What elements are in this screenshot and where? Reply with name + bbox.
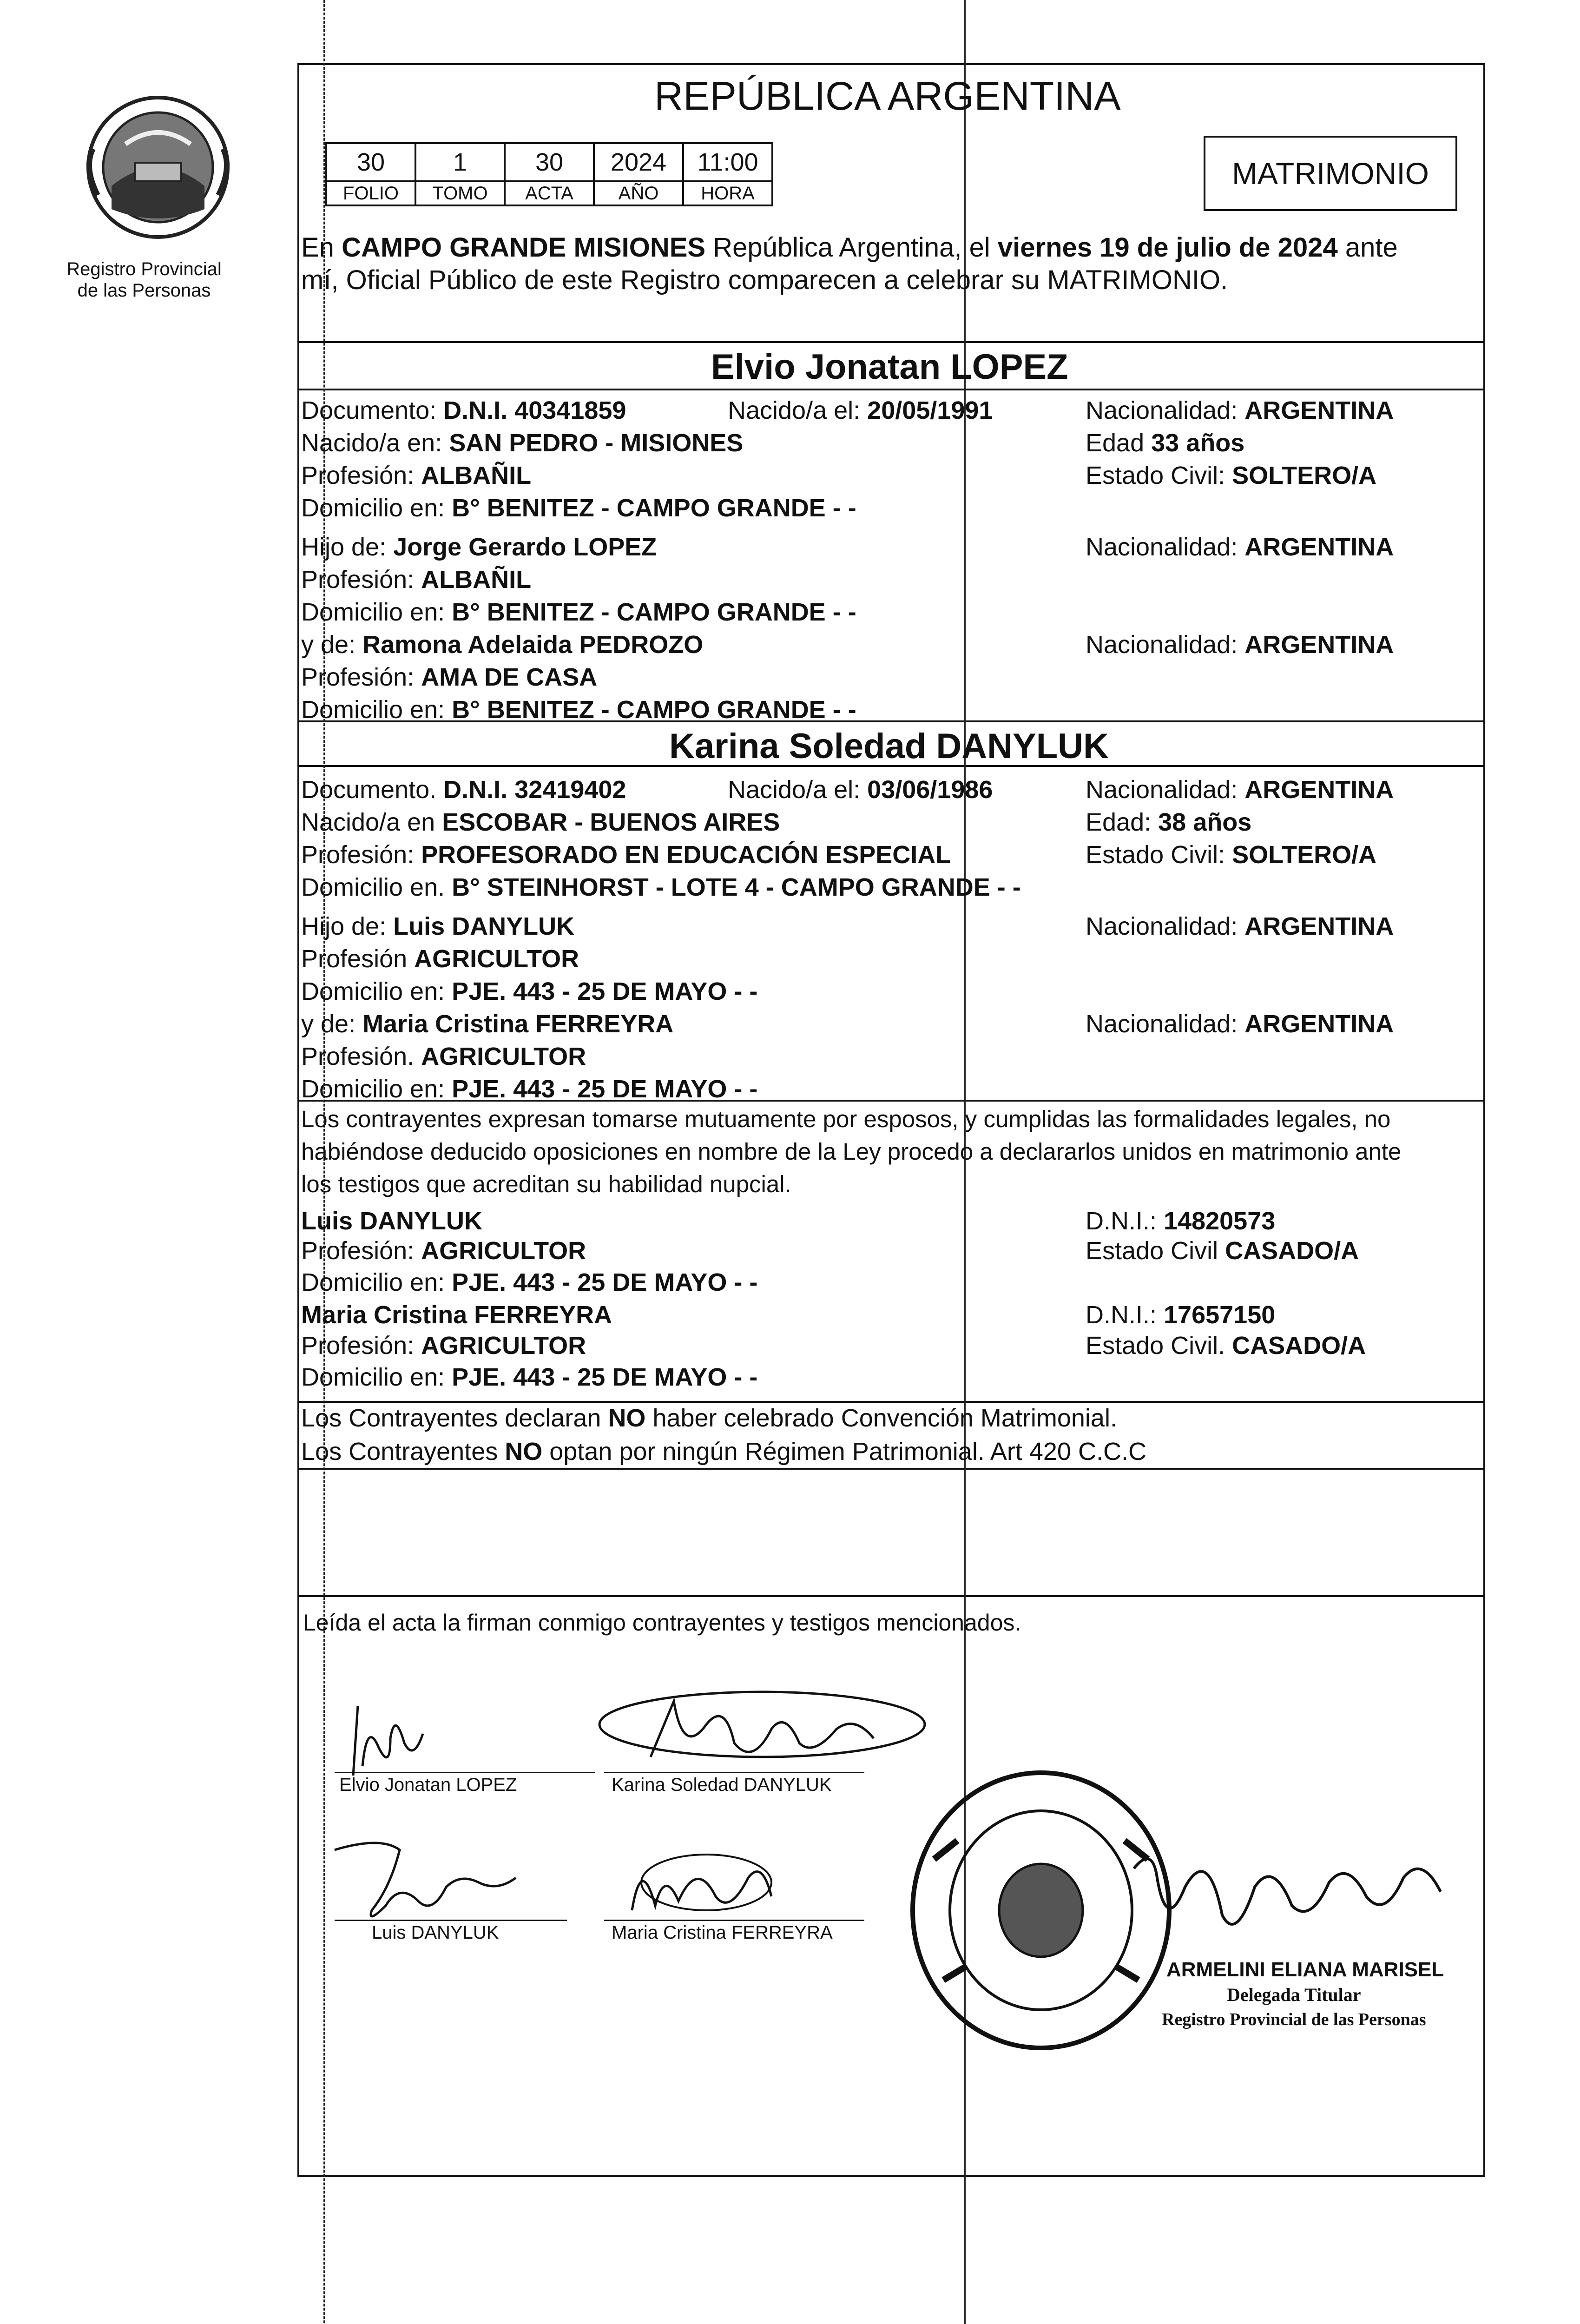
registry-name-line2: de las Personas (77, 280, 211, 301)
official-title: Delegada Titular (1227, 1984, 1361, 2005)
groom-father-dom-label: Domicilio en: (301, 598, 452, 626)
groom-mother-dom-value: B° BENITEZ - CAMPO GRANDE - - (452, 696, 856, 724)
witness2-prof-label: Profesión: (301, 1332, 421, 1360)
bride-name: Karina Soledad DANYLUK (669, 726, 1109, 766)
bride-mother-dom-value: PJE. 443 - 25 DE MAYO - - (452, 1075, 758, 1103)
groom-born-in-value: SAN PEDRO - MISIONES (449, 429, 744, 457)
groom-born-on-value: 20/05/1991 (867, 396, 993, 424)
bride-father-prof-label: Profesión (301, 945, 415, 973)
groom-father-address (301, 600, 856, 625)
groom-father-nationality (1086, 535, 1394, 560)
bride-civil-status (1086, 842, 1376, 867)
bride-mother-profession (301, 1044, 586, 1069)
acta-value: 30 (505, 143, 594, 181)
groom-father-value: Jorge Gerardo LOPEZ (393, 533, 657, 561)
witness2-profession (301, 1333, 586, 1358)
bride-born-in-value: ESCOBAR - BUENOS AIRES (442, 808, 780, 836)
bride-dom-label: Domicilio en. (301, 873, 452, 901)
bride-born-on-label: Nacido/a el: (728, 776, 868, 804)
bride-father-profession (301, 946, 579, 971)
groom-signature-icon (335, 1692, 446, 1785)
witness2-dom-label: Domicilio en: (301, 1363, 452, 1391)
groom-father-dom-value: B° BENITEZ - CAMPO GRANDE - - (452, 598, 856, 626)
groom-dom-label: Domicilio en: (301, 494, 452, 522)
groom-father-profession (301, 567, 531, 592)
bride-father-nat-label: Nacionalidad: (1086, 912, 1245, 940)
witness2-address (301, 1365, 757, 1390)
witness1-prof-value: AGRICULTOR (421, 1237, 586, 1265)
bride-doc-label: Documento. (301, 776, 444, 804)
bride-prof-label: Profesión: (301, 841, 421, 869)
regime-c: optan por ningún Régimen Patrimonial. Art 420 C.C.C (542, 1438, 1146, 1466)
groom-age-value: 33 años (1151, 429, 1245, 457)
bride-profession (301, 842, 951, 867)
bride-nat-value: ARGENTINA (1244, 776, 1394, 804)
tomo-label: TOMO (415, 181, 505, 205)
witness2-dni (1086, 1302, 1275, 1327)
groom-mother-prof-label: Profesión: (301, 663, 421, 691)
groom-mother-prof-value: AMA DE CASA (421, 663, 598, 691)
bride-nat-label: Nacionalidad: (1086, 776, 1245, 804)
provincia-misiones-emblem-icon (84, 93, 232, 242)
groom-age (1086, 430, 1244, 456)
convention-statement (301, 1406, 1117, 1431)
bride-mother-nat-label: Nacionalidad: (1086, 1010, 1245, 1038)
groom-civil-label: Estado Civil: (1086, 462, 1232, 489)
hora-value: 11:00 (683, 143, 772, 181)
witness1-dom-label: Domicilio en: (301, 1268, 452, 1296)
witness1-signature-icon (325, 1831, 530, 1934)
bride-father-nationality (1086, 914, 1394, 939)
bride-father-label: Hijo de: (301, 912, 394, 940)
bride-signature-line (604, 1772, 864, 1773)
bride-mother-dom-label: Domicilio en: (301, 1075, 452, 1103)
intro-mid: República Argentina, el (705, 232, 998, 263)
groom-mother-address (301, 697, 856, 722)
groom-name: Elvio Jonatan LOPEZ (711, 347, 1068, 387)
acta-label: ACTA (505, 181, 594, 205)
groom-father-prof-value: ALBAÑIL (421, 566, 532, 594)
regime-statement (301, 1439, 1146, 1464)
groom-mother-nat-value: ARGENTINA (1244, 631, 1394, 659)
witness1-address (301, 1270, 757, 1295)
folio-value: 30 (326, 143, 415, 181)
groom-document (301, 398, 626, 423)
bride-father-value: Luis DANYLUK (393, 912, 575, 940)
intro-date: viernes 19 de julio de 2024 (997, 232, 1338, 263)
groom-mother-profession (301, 665, 597, 690)
bride-age (1086, 810, 1251, 835)
groom-civil-status (1086, 463, 1376, 488)
groom-dom-value: B° BENITEZ - CAMPO GRANDE - - (452, 494, 856, 522)
intro-line-1 (301, 234, 1398, 261)
witness1-civil-label: Estado Civil (1086, 1237, 1225, 1265)
witness2-dom-value: PJE. 443 - 25 DE MAYO - - (452, 1363, 758, 1391)
witness1-civil-status (1086, 1238, 1359, 1263)
witness1-dom-value: PJE. 443 - 25 DE MAYO - - (452, 1268, 758, 1296)
groom-nat-label: Nacionalidad: (1086, 396, 1245, 424)
bride-father-dom-value: PJE. 443 - 25 DE MAYO - - (452, 977, 758, 1005)
bride-born-in-label: Nacido/a en (301, 808, 442, 836)
witness1-signature-line (335, 1920, 567, 1921)
official-signature-icon (1115, 1841, 1468, 1961)
bride-father (301, 914, 574, 939)
registry-emblem (84, 93, 232, 242)
divider-groom (297, 341, 1485, 343)
hora-label: HORA (683, 181, 772, 205)
witness2-civil-status (1086, 1333, 1366, 1358)
groom-nationality (1086, 398, 1394, 423)
bride-doc-value: D.N.I. 32419402 (443, 776, 626, 804)
bride-civil-value: SOLTERO/A (1232, 841, 1377, 869)
witness2-civil-value: CASADO/A (1232, 1332, 1366, 1360)
witness1-civil-value: CASADO/A (1225, 1237, 1359, 1265)
witness1-profession (301, 1238, 586, 1263)
bride-birthplace (301, 810, 780, 835)
bride-mother-nationality (1086, 1011, 1394, 1037)
groom-age-label: Edad (1086, 429, 1152, 457)
bride-document (301, 777, 626, 802)
groom-address (301, 495, 856, 521)
divider-blank (297, 1468, 1485, 1470)
witness2-dni-value: 17657150 (1164, 1301, 1276, 1329)
bride-mother-address (301, 1076, 757, 1102)
record-type-box: MATRIMONIO (1204, 136, 1457, 211)
groom-father-nat-label: Nacionalidad: (1086, 533, 1245, 561)
bride-dom-value: B° STEINHORST - LOTE 4 - CAMPO GRANDE - - (452, 873, 1021, 901)
witness1-prof-label: Profesión: (301, 1237, 421, 1265)
divider-groom-name (297, 389, 1485, 390)
bride-nationality (1086, 777, 1394, 802)
bride-mother-nat-value: ARGENTINA (1244, 1010, 1394, 1038)
groom-mother-value: Ramona Adelaida PEDROZO (362, 631, 704, 659)
closing-statement: Leída el acta la firman conmigo contrayentes y testigos mencionados. (303, 1610, 1021, 1636)
bride-age-value: 38 años (1158, 808, 1252, 836)
groom-doc-value: D.N.I. 40341859 (443, 396, 626, 424)
bride-birthdate (728, 777, 993, 802)
convention-c: haber celebrado Convención Matrimonial. (645, 1404, 1117, 1432)
bride-mother-value: Maria Cristina FERREYRA (362, 1010, 674, 1038)
groom-father (301, 535, 657, 560)
groom-prof-value: ALBAÑIL (421, 462, 532, 489)
witness2-signature-line (604, 1920, 864, 1921)
groom-mother-nat-label: Nacionalidad: (1086, 631, 1245, 659)
bride-signature-label: Karina Soledad DANYLUK (612, 1775, 832, 1795)
divider-closing (297, 1595, 1485, 1597)
groom-mother (301, 632, 703, 657)
intro-place: CAMPO GRANDE MISIONES (342, 232, 706, 263)
groom-signature-line (335, 1772, 595, 1773)
groom-father-label: Hijo de: (301, 533, 394, 561)
groom-civil-value: SOLTERO/A (1232, 462, 1377, 489)
anio-value: 2024 (594, 143, 683, 181)
witness2-dni-label: D.N.I.: (1086, 1301, 1164, 1329)
witness1-dni-label: D.N.I.: (1086, 1207, 1164, 1235)
bride-mother (301, 1011, 673, 1037)
bride-father-nat-value: ARGENTINA (1244, 912, 1394, 940)
groom-mother-label: y de: (301, 631, 363, 659)
bride-father-prof-value: AGRICULTOR (414, 945, 579, 973)
convention-a: Los Contrayentes declaran (301, 1404, 608, 1432)
groom-father-nat-value: ARGENTINA (1244, 533, 1394, 561)
regime-a: Los Contrayentes (301, 1438, 505, 1466)
groom-prof-label: Profesión: (301, 462, 421, 489)
official-organization: Registro Provincial de las Personas (1162, 2010, 1426, 2029)
witness1-signature-label: Luis DANYLUK (372, 1922, 499, 1943)
witness2-signature-icon (613, 1841, 809, 1924)
groom-birthdate (728, 398, 993, 423)
bride-mother-prof-value: AGRICULTOR (421, 1043, 586, 1070)
bride-father-dom-label: Domicilio en: (301, 977, 452, 1005)
page-title: REPÚBLICA ARGENTINA (654, 74, 1121, 119)
bride-civil-label: Estado Civil: (1086, 841, 1232, 869)
bride-address (301, 875, 1021, 900)
groom-signature-label: Elvio Jonatan LOPEZ (339, 1775, 517, 1795)
record-reference-grid (325, 142, 773, 206)
convention-b: NO (608, 1404, 646, 1432)
bride-mother-label: y de: (301, 1010, 363, 1038)
witness2-name: Maria Cristina FERREYRA (301, 1301, 612, 1329)
groom-mother-dom-label: Domicilio en: (301, 696, 452, 724)
anio-label: AÑO (594, 181, 683, 205)
witness2-prof-value: AGRICULTOR (421, 1332, 586, 1360)
groom-born-on-label: Nacido/a el: (728, 396, 868, 424)
witness1-dni-value: 14820573 (1164, 1207, 1276, 1235)
registry-name-line1: Registro Provincial (66, 259, 222, 279)
groom-born-in-label: Nacido/a en: (301, 429, 449, 457)
groom-profession (301, 463, 531, 488)
declaration-line-3: los testigos que acreditan su habilidad nupcial. (301, 1171, 791, 1197)
folio-label: FOLIO (326, 181, 415, 205)
registry-name (60, 258, 228, 301)
bride-signature-icon (595, 1687, 948, 1780)
divider-regime (297, 1401, 1485, 1403)
regime-b: NO (505, 1438, 543, 1466)
tomo-value: 1 (415, 143, 505, 181)
bride-father-address (301, 979, 757, 1004)
bride-prof-value: PROFESORADO EN EDUCACIÓN ESPECIAL (421, 841, 951, 869)
intro-line-2: mí, Oficial Público de este Registro comparecen a celebrar su MATRIMONIO. (301, 265, 1228, 295)
intro-prefix: En (301, 232, 342, 263)
bride-age-label: Edad: (1086, 808, 1159, 836)
official-name: ARMELINI ELIANA MARISEL (1166, 1958, 1444, 1981)
bride-born-on-value: 03/06/1986 (867, 776, 993, 804)
bride-mother-prof-label: Profesión. (301, 1043, 421, 1070)
witness1-name: Luis DANYLUK (301, 1207, 482, 1235)
groom-nat-value: ARGENTINA (1244, 396, 1394, 424)
groom-doc-label: Documento: (301, 396, 444, 424)
groom-father-prof-label: Profesión: (301, 566, 421, 594)
declaration-line-2: habiéndose deducido oposiciones en nombre de la Ley procedo a declararlos unidos en matrimonio ante (301, 1138, 1402, 1165)
witness2-signature-label: Maria Cristina FERREYRA (612, 1922, 833, 1943)
intro-suffix: ante (1337, 232, 1398, 263)
declaration-line-1: Los contrayentes expresan tomarse mutuamente por esposos, y cumplidas las formalidades legales, no (301, 1106, 1391, 1132)
witness1-dni (1086, 1208, 1275, 1234)
witness2-civil-label: Estado Civil. (1086, 1332, 1232, 1360)
groom-mother-nationality (1086, 632, 1394, 657)
groom-birthplace (301, 430, 743, 456)
